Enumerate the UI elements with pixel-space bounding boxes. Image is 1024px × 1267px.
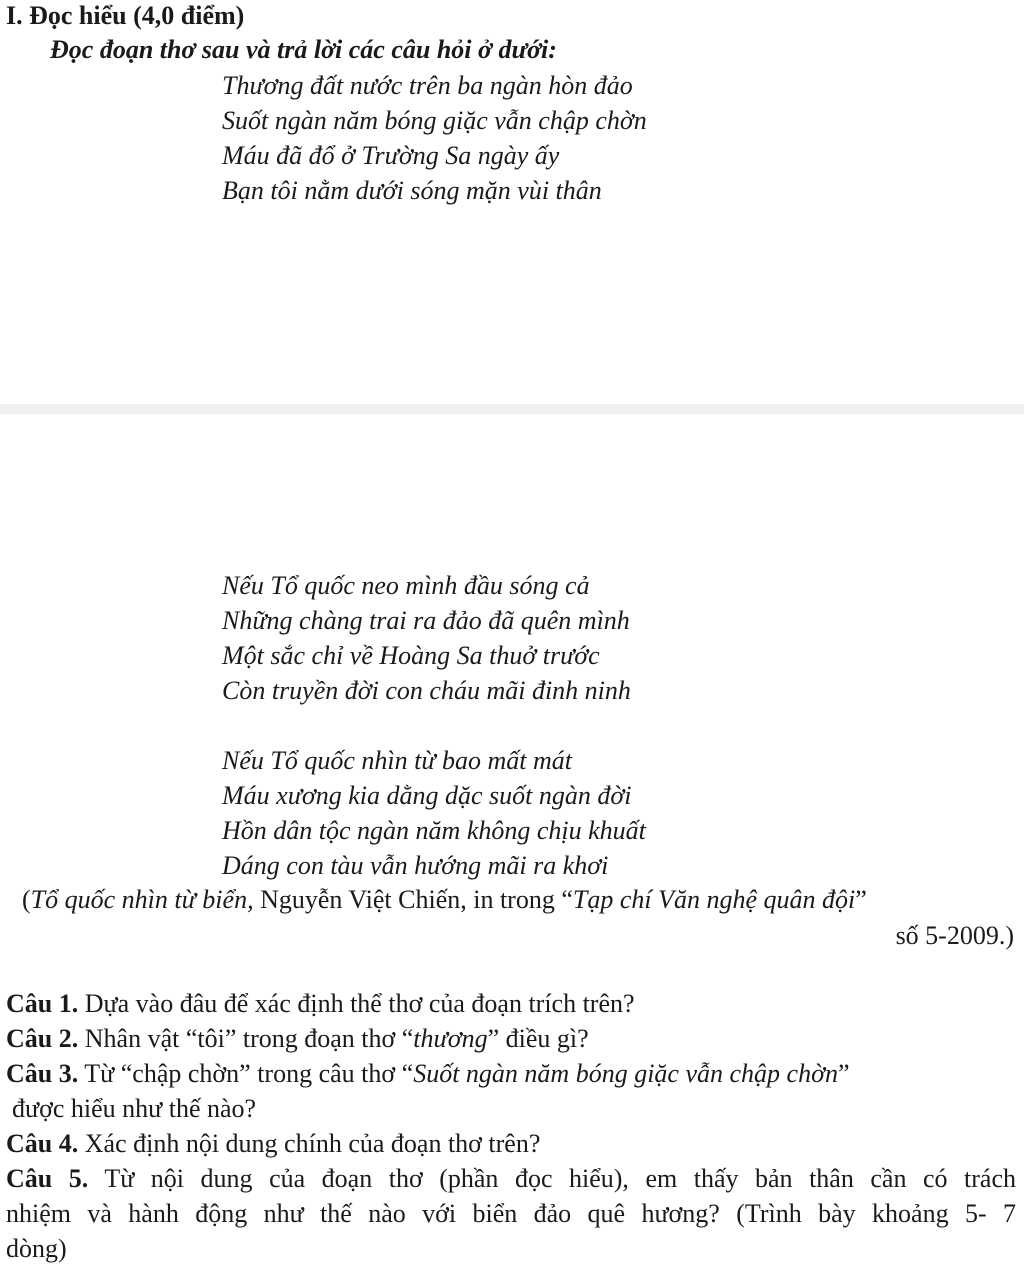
question-text: ” <box>837 1059 850 1088</box>
page-top <box>0 0 1024 404</box>
question-text: ” điều gì? <box>487 1024 589 1053</box>
question-5 <box>6 1163 1016 1195</box>
page-bottom <box>0 414 1024 1267</box>
source-author: Nguyễn Việt Chiến, in trong “ <box>253 885 573 914</box>
poem-line: Hồn dân tộc ngàn năm không chịu khuất <box>222 816 646 845</box>
question-2 <box>6 1023 589 1055</box>
question-label: Câu 5. <box>6 1164 89 1193</box>
poem-line: Thương đất nước trên ba ngàn hòn đảo <box>222 71 633 100</box>
section-heading: I. Đọc hiểu (4,0 điểm) <box>6 1 245 30</box>
question-1 <box>6 988 635 1020</box>
question-5-line-2: nhiệm và hành động như thế nào với biển đảo quê hương? (Trình bày khoảng 5- 7 <box>6 1199 1016 1228</box>
question-text: Từ “chập chờn” trong câu thơ “ <box>78 1059 414 1088</box>
question-label: Câu 2. <box>6 1024 79 1053</box>
poem-line: Còn truyền đời con cháu mãi đinh ninh <box>222 676 631 705</box>
poem-line: Dáng con tàu vẫn hướng mãi ra khơi <box>222 851 609 880</box>
question-label: Câu 4. <box>6 1129 79 1158</box>
question-text: Xác định nội dung chính của đoạn thơ trên? <box>78 1129 541 1158</box>
source-poem-title: Tổ quốc nhìn từ biển, <box>30 885 254 914</box>
question-3-continued: được hiểu như thế nào? <box>12 1094 257 1123</box>
question-emphasis: Suốt ngàn năm bóng giặc vẫn chập chờn <box>413 1059 838 1088</box>
question-text: Từ nội dung của đoạn thơ (phần đọc hiểu), em thấy bản thân cần có trách <box>88 1164 1016 1193</box>
question-5-line-3: dòng) <box>6 1234 67 1263</box>
question-text: Nhân vật “tôi” trong đoạn thơ “ <box>78 1024 414 1053</box>
poem-line: Nếu Tổ quốc nhìn từ bao mất mát <box>222 746 573 775</box>
poem-line: Suốt ngàn năm bóng giặc vẫn chập chờn <box>222 106 647 135</box>
poem-line: Nếu Tổ quốc neo mình đầu sóng cả <box>222 571 590 600</box>
source-issue: số 5-2009.) <box>895 921 1014 950</box>
page-break-divider <box>0 404 1024 414</box>
source-magazine: Tạp chí Văn nghệ quân đội <box>572 885 856 914</box>
reading-instruction: Đọc đoạn thơ sau và trả lời các câu hỏi ở dưới: <box>50 35 557 64</box>
source-citation <box>22 884 867 916</box>
poem-line: Máu đã đổ ở Trường Sa ngày ấy <box>222 141 560 170</box>
poem-line: Máu xương kia dằng dặc suốt ngàn đời <box>222 781 632 810</box>
question-emphasis: thương <box>413 1024 488 1053</box>
question-text: Dựa vào đâu để xác định thể thơ của đoạn trích trên? <box>78 989 635 1018</box>
question-label: Câu 1. <box>6 989 79 1018</box>
poem-line: Những chàng trai ra đảo đã quên mình <box>222 606 630 635</box>
question-label: Câu 3. <box>6 1059 79 1088</box>
poem-line: Một sắc chỉ về Hoàng Sa thuở trước <box>222 641 600 670</box>
source-close-quote: ” <box>855 885 867 914</box>
question-4 <box>6 1128 540 1160</box>
source-open-paren: ( <box>22 885 31 914</box>
question-3 <box>6 1058 850 1090</box>
poem-line: Bạn tôi nằm dưới sóng mặn vùi thân <box>222 176 602 205</box>
